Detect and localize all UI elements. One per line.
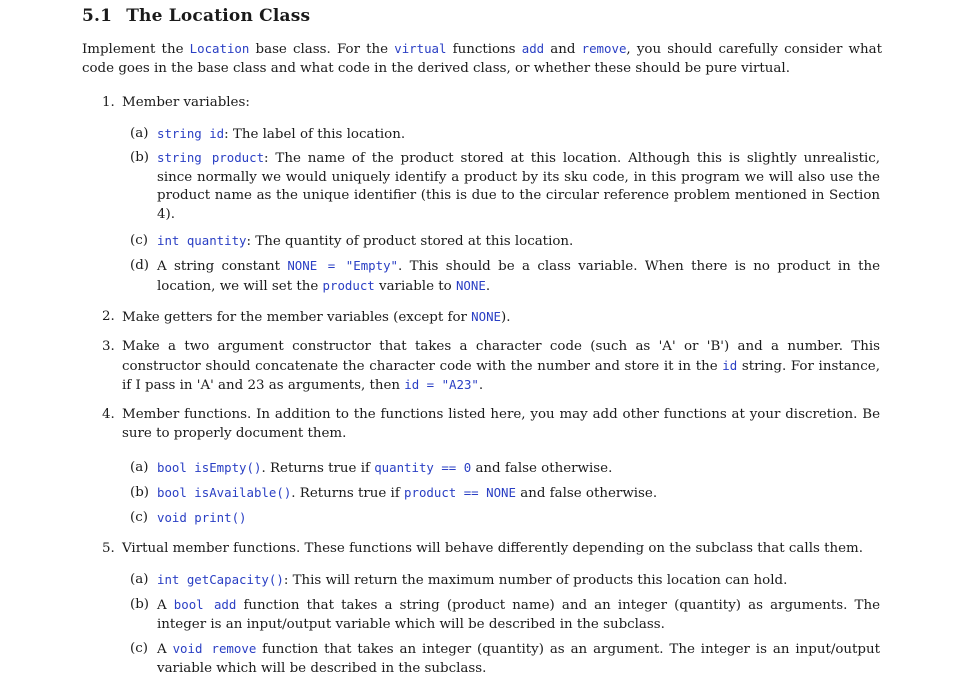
intro-text: base class. For the <box>249 42 395 57</box>
sub-item-text: A <box>157 642 173 657</box>
sub-item-number: (b) <box>130 597 150 612</box>
sub-item-text: . Returns true if <box>291 486 405 501</box>
sub-item-text: A string constant <box>157 259 288 274</box>
sub-item-number: (a) <box>130 572 149 587</box>
intro-text: Implement the <box>82 42 190 57</box>
sub-item-number: (d) <box>130 258 150 273</box>
sub-item-text: . <box>485 278 491 294</box>
sub-item-1a <box>130 125 880 145</box>
item-number: 4. <box>102 407 115 422</box>
code-id: id <box>722 357 738 373</box>
section-heading <box>82 7 310 26</box>
sub-item-1b <box>130 149 880 224</box>
item-number: 2. <box>102 309 115 324</box>
section-title: The Location Class <box>126 6 311 26</box>
code-id-assignment: id = "A23" <box>404 377 479 392</box>
sub-item-4c <box>130 509 880 529</box>
section-number: 5.1 <box>82 6 113 26</box>
sub-item-text: function that takes an integer (quantity) as an argument. The integer is an input/output variable which will be described in the subclass. <box>157 642 880 676</box>
code-product: product <box>322 277 375 293</box>
intro-text: functions <box>446 42 522 57</box>
sub-item-number: (b) <box>130 150 150 165</box>
code-location: Location <box>189 41 250 56</box>
list-item-5 <box>102 540 880 559</box>
code-bool-add: bool add <box>173 597 237 612</box>
sub-item-text: variable to <box>374 278 456 294</box>
code-print: void print() <box>157 510 247 525</box>
list-item-1 <box>102 94 880 113</box>
sub-item-text: function that takes a string (product name) and an integer (quantity) as arguments. The integer is an input/output variable which will be described in the subclass. <box>157 598 880 632</box>
code-void-remove: void remove <box>172 641 257 656</box>
code-remove: remove <box>581 41 627 56</box>
sub-item-5c <box>130 640 880 678</box>
sub-item-text: . Returns true if <box>261 461 375 476</box>
sub-item-text: : The name of the product stored at this location. Although this is slightly unrealistic, since normally we would uniquely identify a product by its sku code, in this program we will also use the product name as the unique identifier (this is due to the circular reference problem mentioned in Section 4). <box>157 151 880 222</box>
item-text: ). <box>501 310 511 325</box>
list-item-4 <box>102 406 880 443</box>
item-text: Member functions. In addition to the functions listed here, you may add other functions at your discretion. Be sure to properly document them. <box>122 407 880 441</box>
code-quantity-zero: quantity == 0 <box>374 460 472 475</box>
sub-item-number: (c) <box>130 510 148 525</box>
code-none: NONE <box>455 277 486 293</box>
list-item-3 <box>102 338 880 396</box>
code-virtual: virtual <box>394 41 447 56</box>
code-none: NONE <box>471 309 502 324</box>
sub-item-4a <box>130 459 880 479</box>
sub-item-text: and false otherwise. <box>471 461 613 476</box>
sub-item-4b <box>130 484 880 504</box>
item-number: 1. <box>102 95 115 110</box>
code-add: add <box>521 41 545 56</box>
code-string-product: string product <box>157 150 265 165</box>
code-isempty: bool isEmpty() <box>157 460 262 475</box>
sub-item-text: : The quantity of product stored at this location. <box>246 234 574 249</box>
code-getcapacity: int getCapacity() <box>157 572 284 587</box>
item-text: Make a two argument constructor that takes a character code (such as 'A' or 'B') and a number. This constructor should concatenate the character code with the number and store it in the <box>122 339 880 374</box>
code-isavailable: bool isAvailable() <box>157 485 292 500</box>
item-number: 5. <box>102 541 115 556</box>
sub-item-number: (a) <box>130 126 149 141</box>
item-text: Member variables: <box>122 95 250 110</box>
code-product-none: product == NONE <box>404 485 516 500</box>
intro-paragraph <box>82 40 882 78</box>
sub-item-text: : The label of this location. <box>224 127 406 142</box>
intro-text: , you should carefully consider what code goes in the base class and what code in the derived class, or whether these should be pure virtual. <box>82 42 882 76</box>
intro-text: and <box>544 42 582 57</box>
item-text: string. For instance, if I pass in 'A' and 23 as arguments, then <box>122 358 880 393</box>
sub-item-1d <box>130 257 880 296</box>
item-text: Make getters for the member variables (except for <box>122 310 472 325</box>
code-none-constant: NONE = "Empty" <box>287 258 399 273</box>
sub-item-text: : This will return the maximum number of products this location can hold. <box>283 573 788 588</box>
sub-item-text: A <box>157 598 174 613</box>
sub-item-1c <box>130 232 880 252</box>
code-string-id: string id <box>157 126 225 141</box>
list-item-2 <box>102 308 880 328</box>
sub-item-text: and false otherwise. <box>515 486 658 501</box>
sub-item-number: (b) <box>130 485 150 500</box>
sub-item-text: . This should be a class variable. When there is no product in the location, we will set the <box>157 259 881 294</box>
sub-item-number: (c) <box>130 233 148 248</box>
sub-item-number: (c) <box>130 641 148 656</box>
sub-item-number: (a) <box>130 460 149 475</box>
item-text: Virtual member functions. These functions will behave differently depending on the subclass that calls them. <box>122 541 863 556</box>
sub-item-5b <box>130 596 880 634</box>
sub-item-5a <box>130 571 880 591</box>
code-int-quantity: int quantity <box>157 233 247 248</box>
item-text: . <box>478 378 484 393</box>
item-number: 3. <box>102 339 115 354</box>
